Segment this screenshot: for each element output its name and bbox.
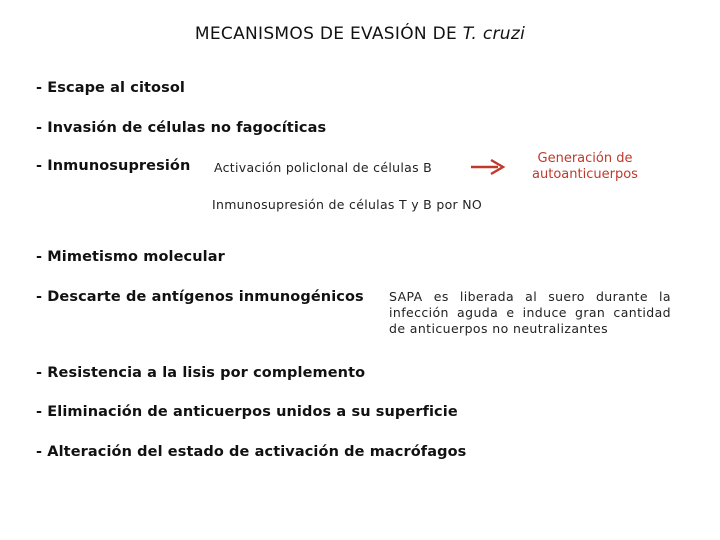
note-generacion: [520, 151, 650, 183]
bullet-inmunosupresion: - Inmunosupresión: [36, 158, 191, 174]
note-inmunosupresion-tb: Inmunosupresión de células T y B por NO: [212, 197, 483, 212]
bullet-invasion: - Invasión de células no fagocíticas: [36, 120, 327, 136]
note-activacion: Activación policlonal de células B: [214, 160, 433, 175]
bullet-escape: - Escape al citosol: [36, 80, 185, 96]
bullet-eliminacion: - Eliminación de anticuerpos unidos a su superficie: [36, 404, 458, 420]
note-generacion-line1: Generación de: [537, 151, 633, 166]
bullet-alteracion: - Alteración del estado de activación de macrófagos: [36, 444, 467, 460]
page-title: [0, 24, 720, 44]
title-species: T. cruzi: [462, 24, 526, 44]
bullet-mimetismo: - Mimetismo molecular: [36, 249, 225, 265]
title-prefix: MECANISMOS DE EVASIÓN DE: [194, 24, 463, 44]
note-sapa: SAPA es liberada al suero durante la infección aguda e induce gran cantidad de anticuerpos no neutralizantes: [389, 289, 671, 336]
note-generacion-line2: autoanticuerpos: [532, 167, 638, 182]
arrow-right-icon: [470, 158, 508, 176]
bullet-resistencia: - Resistencia a la lisis por complemento: [36, 365, 366, 381]
bullet-descarte: - Descarte de antígenos inmunogénicos: [36, 289, 364, 305]
